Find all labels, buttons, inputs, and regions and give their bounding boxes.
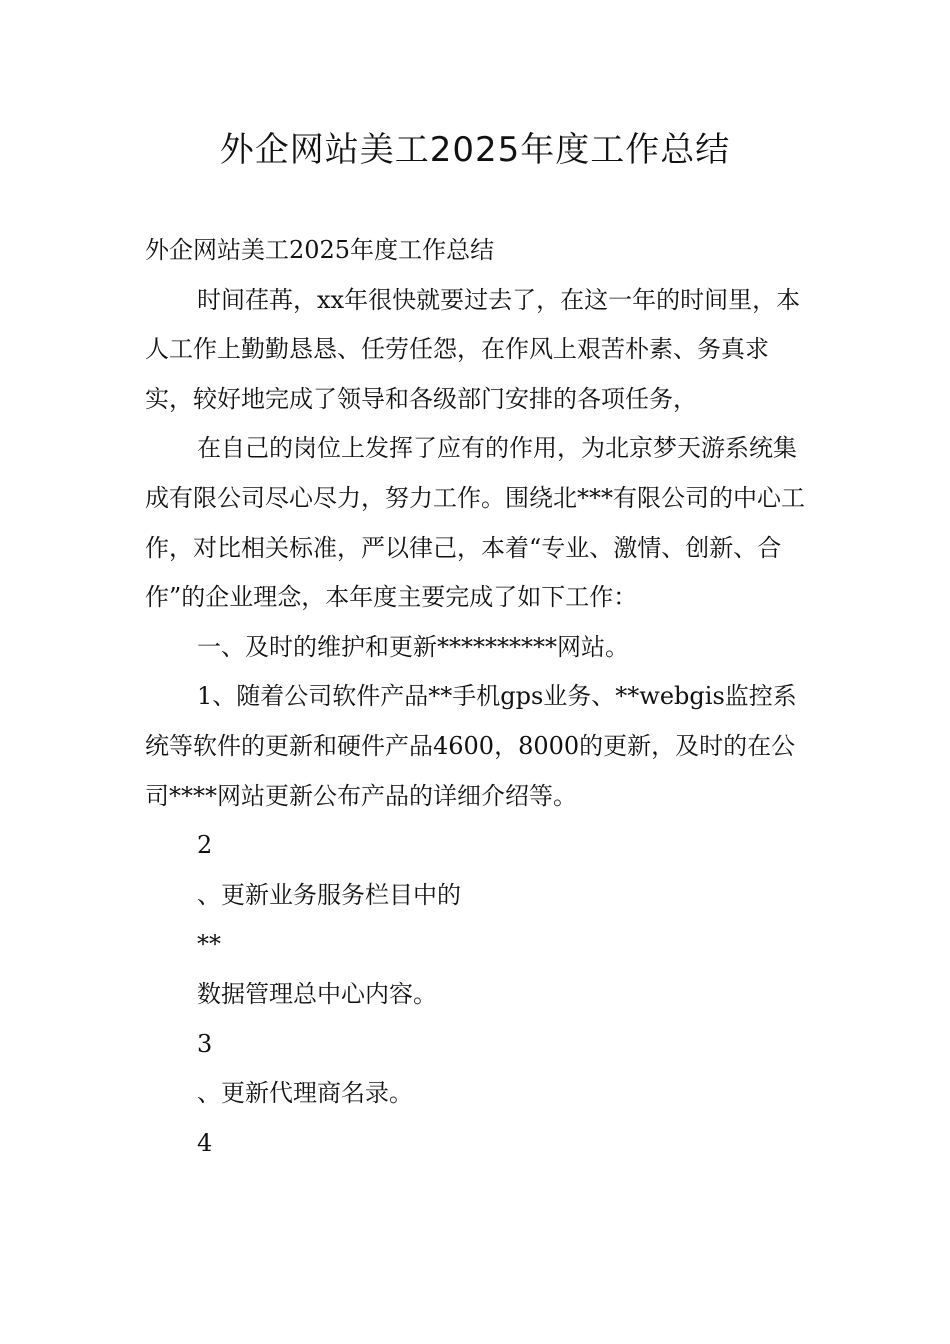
paragraph: 1、随着公司软件产品**手机gps业务、**webgis监控系统等软件的更新和硬件产品4600，8000的更新，及时的在公司****网站更新公布产品的详细介绍等。 [145, 682, 797, 810]
list-text: 数据管理总中心内容。 [197, 979, 437, 1008]
list-number: 2 [197, 831, 213, 860]
section-heading: 一、及时的维护和更新**********网站。 [197, 632, 629, 661]
document-title: 外企网站美工2025年度工作总结 [219, 130, 731, 170]
list-text: 、更新业务服务栏目中的 [197, 880, 461, 909]
list-number: 3 [197, 1029, 213, 1058]
paragraph: 在自己的岗位上发挥了应有的作用，为北京梦天游系统集成有限公司尽心尽力，努力工作。围绕北***有限公司的中心工作，对比相关标准，严以律己，本着“专业、激情、创新、合作”的企业理念，本年度主要完成了如下工作： [145, 434, 805, 612]
paragraph: 时间荏苒，xx年很快就要过去了，在这一年的时间里，本人工作上勤勤恳恳、任劳任怨，在作风上艰苦朴素、务真求实，较好地完成了领导和各级部门安排的各项任务， [145, 285, 801, 413]
list-number: 4 [197, 1128, 213, 1157]
document-body [145, 226, 815, 1168]
document-subtitle: 外企网站美工2025年度工作总结 [145, 236, 495, 264]
list-text: ** [197, 930, 221, 959]
list-text: 、更新代理商名录。 [197, 1079, 413, 1108]
